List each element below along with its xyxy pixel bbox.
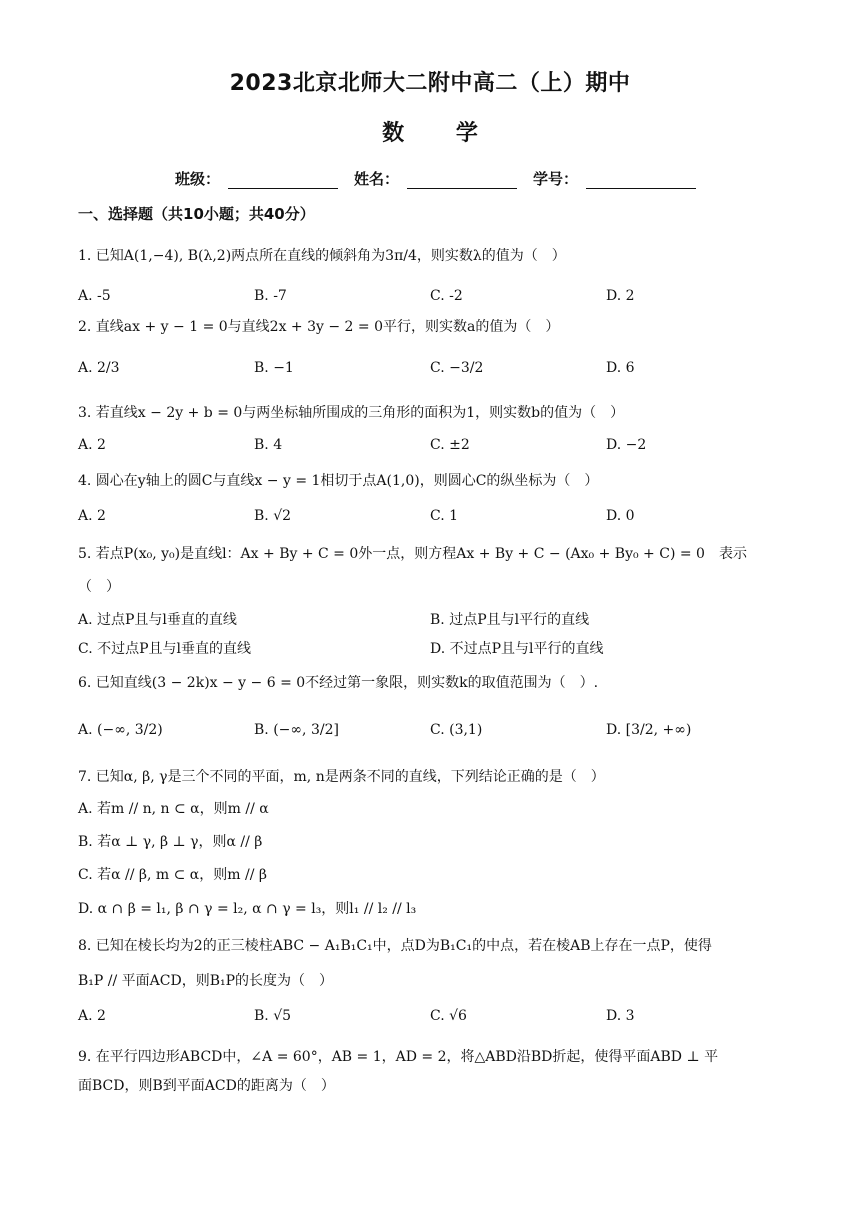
section-heading: 一、选择题（共10小题；共40分） [78,205,315,223]
question-8-options [78,1008,798,1032]
question-9-stem-cont: 面BCD，则B到平面ACD的距离为（ ） [78,1078,335,1094]
question-1-stem: 1. 已知A(1,−4), B(λ,2)两点所在直线的倾斜角为3π/4，则实数λ的值为（ ） [78,248,566,264]
question-5-stem: 5. 若点P(x₀, y₀)是直线l：Ax + By + C = 0外一点，则方程Ax + By + C − (Ax₀ + By₀ + C) = 0 表示 [78,546,747,562]
option-c: C. 不过点P且与l垂直的直线 [78,641,252,657]
option-d: D. 0 [606,508,635,524]
id-label: 学号： [533,170,579,188]
exam-title: 2023北京北师大二附中高二（上）期中 [229,71,631,96]
class-blank[interactable] [228,172,338,189]
option-c: C. −3/2 [430,360,484,376]
option-c: C. -2 [430,288,463,304]
question-7-option-a: A. 若m // n, n ⊂ α，则m // α [78,801,269,817]
question-3-stem: 3. 若直线x − 2y + b = 0与两坐标轴所围成的三角形的面积为1，则实数b的值为（ ） [78,405,625,421]
option-c: C. ±2 [430,437,470,453]
question-8-stem: 8. 已知在棱长均为2的正三棱柱ABC − A₁B₁C₁中，点D为B₁C₁的中点，若在棱AB上存在一点P，使得 [78,938,712,954]
subject-title: 数 学 [382,121,478,146]
name-blank[interactable] [407,172,517,189]
question-3-options [78,437,798,461]
question-9-stem: 9. 在平行四边形ABCD中，∠A = 60°，AB = 1，AD = 2，将△ABD沿BD折起，使得平面ABD ⊥ 平 [78,1049,719,1065]
option-c: C. (3,1) [430,722,483,738]
question-2-stem: 2. 直线ax + y − 1 = 0与直线2x + 3y − 2 = 0平行，则实数a的值为（ ） [78,319,560,335]
question-7-option-c: C. 若α // β, m ⊂ α，则m // β [78,867,267,883]
question-4-options [78,508,798,532]
option-d: D. −2 [606,437,647,453]
question-2-options [78,360,798,384]
question-5-options-row1 [78,609,798,633]
option-b: B. -7 [254,288,287,304]
option-a: A. 过点P且与l垂直的直线 [78,612,237,628]
option-d: D. 6 [606,360,635,376]
option-b: B. (−∞, 3/2] [254,722,339,738]
class-label: 班级： [175,170,221,188]
question-7-stem: 7. 已知α, β, γ是三个不同的平面，m, n是两条不同的直线，下列结论正确的是（ ） [78,769,605,785]
option-d: D. 3 [606,1008,635,1024]
option-b: B. −1 [254,360,294,376]
option-a: A. 2 [78,1008,106,1024]
option-b: B. √5 [254,1008,292,1024]
option-a: A. (−∞, 3/2) [78,722,163,738]
question-1-options [78,288,798,312]
question-7-option-d: D. α ∩ β = l₁, β ∩ γ = l₂, α ∩ γ = l₃，则l₁ // l₂ // l₃ [78,901,417,917]
question-6-stem: 6. 已知直线(3 − 2k)x − y − 6 = 0不经过第一象限，则实数k的取值范围为（ ）. [78,675,599,691]
name-label: 姓名： [354,170,400,188]
question-8-stem-cont: B₁P // 平面ACD，则B₁P的长度为（ ） [78,973,334,989]
option-a: A. -5 [78,288,111,304]
question-6-options [78,722,798,746]
option-d: D. [3/2, +∞) [606,722,692,738]
option-b: B. √2 [254,508,292,524]
option-d: D. 2 [606,288,635,304]
option-b: B. 4 [254,437,283,453]
option-a: A. 2 [78,437,106,453]
question-5-options-row2 [78,638,798,662]
id-blank[interactable] [586,172,696,189]
option-c: C. 1 [430,508,459,524]
option-a: A. 2/3 [78,360,120,376]
student-info-row [175,168,704,189]
question-4-stem: 4. 圆心在y轴上的圆C与直线x − y = 1相切于点A(1,0)，则圆心C的纵坐标为（ ） [78,473,599,489]
question-7-option-b: B. 若α ⊥ γ, β ⊥ γ，则α // β [78,834,263,850]
option-d: D. 不过点P且与l平行的直线 [430,641,604,657]
question-5-stem-cont: （ ） [78,579,120,595]
option-a: A. 2 [78,508,106,524]
option-b: B. 过点P且与l平行的直线 [430,612,590,628]
option-c: C. √6 [430,1008,467,1024]
